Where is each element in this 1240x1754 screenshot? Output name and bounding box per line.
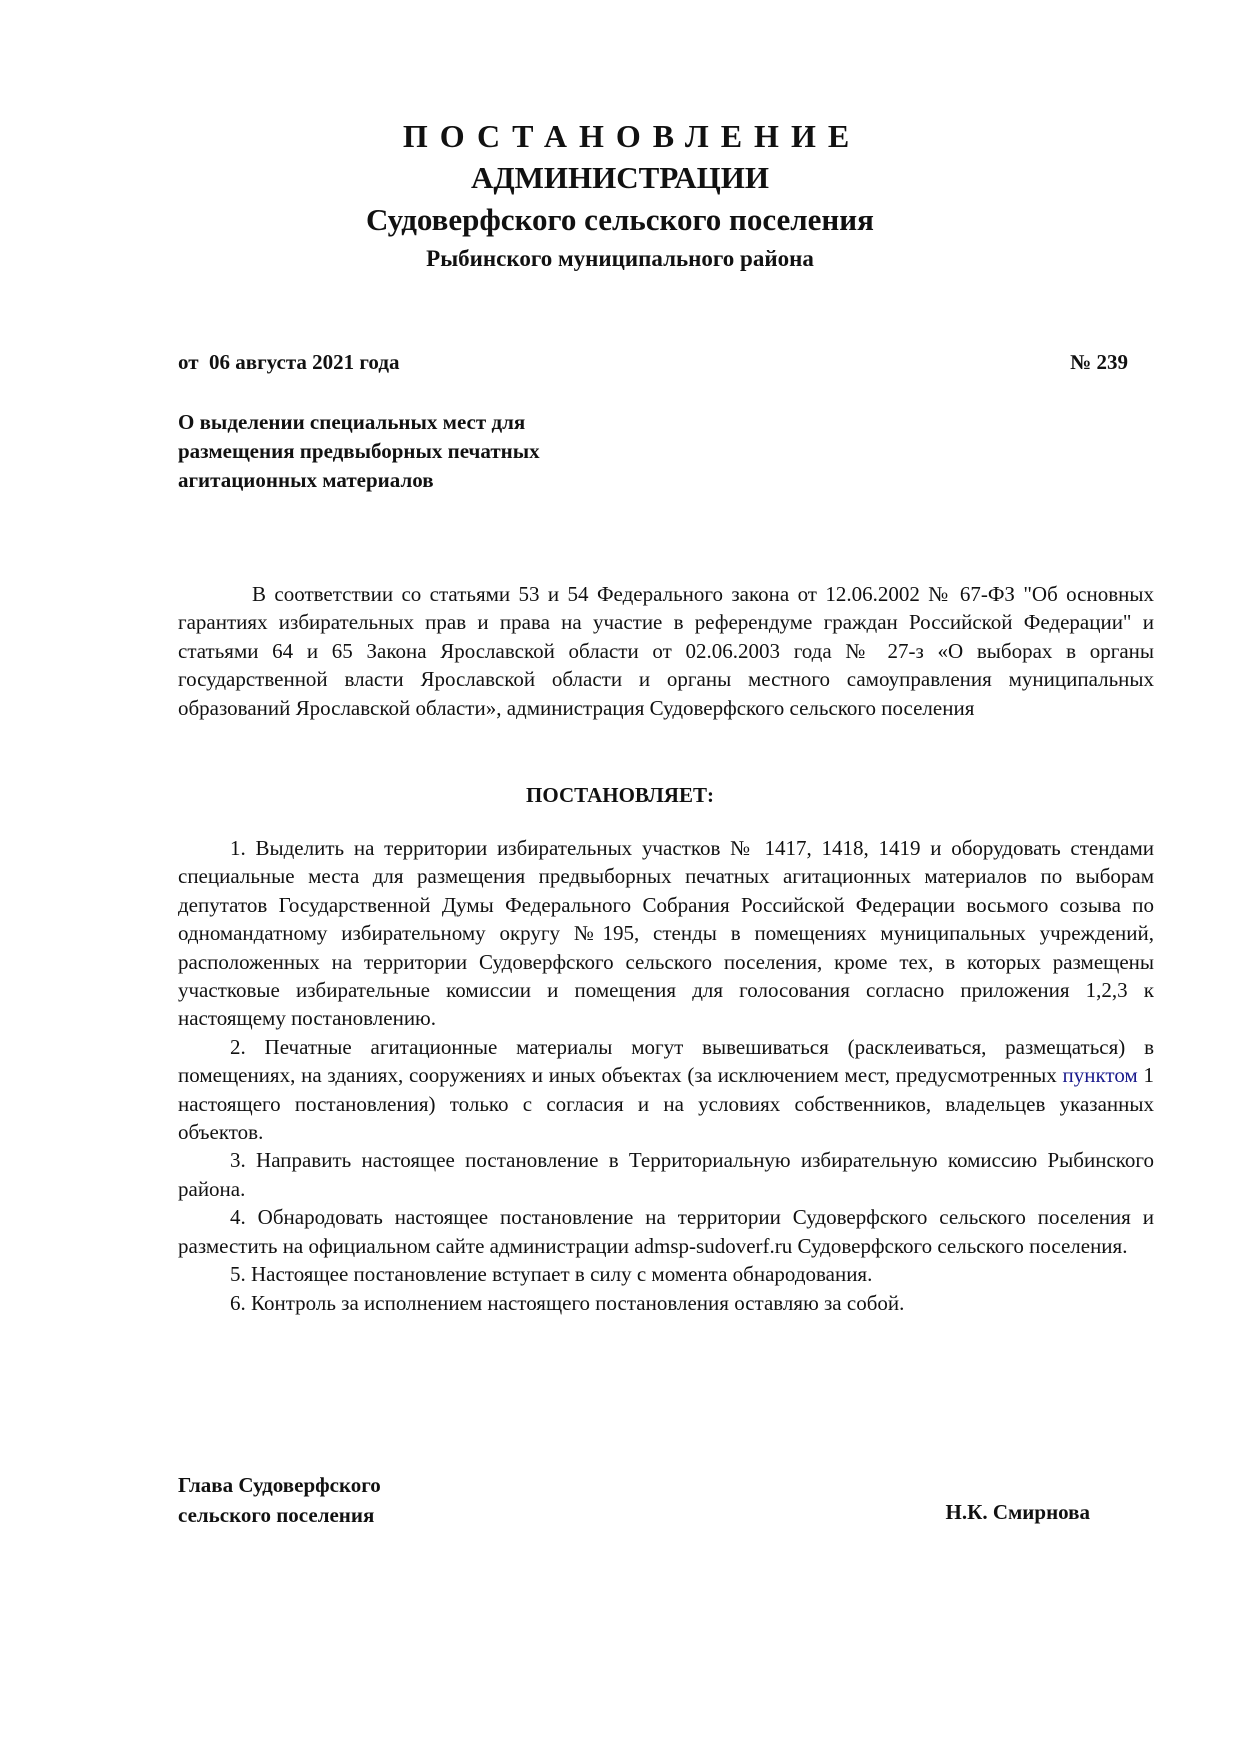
decree-item-2 (178, 1033, 1154, 1147)
decree-item-6: 6. Контроль за исполнением настоящего постановления оставляю за собой. (230, 1290, 905, 1315)
punkt-link[interactable]: пунктом (1062, 1063, 1138, 1088)
document-subject (178, 408, 658, 495)
document-number: № 239 (1070, 350, 1128, 374)
decree-item-3: 3. Направить настоящее постановление в Территориальную избирательную комиссию Рыбинского района. (178, 1148, 1154, 1201)
item-text: 2. Печатные агитационные материалы могут вывешиваться (расклеиваться, размещаться) в помещениях, на зданиях, сооружениях и иных объектах (за исключением мест, предусмотренных (178, 1034, 1154, 1088)
document-title: ПОСТАНОВЛЕНИЕ (402, 118, 862, 154)
position-line: Глава Судоверфского (178, 1473, 381, 1497)
decree-item-4: 4. Обнародовать настоящее постановление на территории Судоверфского сельского поселения и разместить на официальном сайте администрации admsp-sudoverf.ru Судоверфского сельского поселения. (178, 1205, 1154, 1258)
item-text: 1 настоящего постановления) только с согласия и на условиях собственников, владельцев указанных объектов. (178, 1063, 1154, 1145)
header-administration: АДМИНИСТРАЦИИ (470, 160, 770, 195)
decree-item-5: 5. Настоящее постановление вступает в силу с момента обнародования. (230, 1262, 873, 1287)
header-district: Рыбинского муниципального района (426, 246, 814, 271)
header-settlement: Судоверфского сельского поселения (366, 202, 874, 237)
subject-line: размещения предвыборных печатных (178, 439, 540, 463)
decree-items (178, 834, 1154, 1317)
decree-item-1: 1. Выделить на территории избирательных участков № 1417, 1418, 1419 и оборудовать стендами специальные места для размещения предвыборных печатных агитационных материалов по выборам депутатов Государственной Думы Федерального Собрания Российской Федерации восьмого созыва по одномандатному избирательному округу №195, стенды в помещениях муниципальных учреждений, расположенных на территории Судоверфского сельского поселения, кроме тех, в которых размещены участковые избирательные комиссии и помещения для голосования согласно приложения 1,2,3 к настоящему постановлению. (178, 836, 1154, 1031)
signatory-name: Н.К. Смирнова (945, 1500, 1090, 1524)
subject-line: О выделении специальных мест для (178, 410, 526, 434)
decree-heading: ПОСТАНОВЛЯЕТ: (526, 783, 714, 807)
document-date: от 06 августа 2021 года (178, 350, 400, 374)
subject-line: агитационных материалов (178, 468, 434, 492)
position-line: сельского поселения (178, 1503, 375, 1527)
signatory-position (178, 1470, 381, 1530)
preamble-paragraph: В соответствии со статьями 53 и 54 Федерального закона от 12.06.2002 № 67-ФЗ "Об основных гарантиях избирательных прав и права на участие в референдуме граждан Российской Федерации" и статьями 64 и 65 Закона Ярославской области от 02.06.2003 года № 27-з «О выборах в органы государственной власти Ярославской области и органы местного самоуправления муниципальных образований Ярославской области», администрация Судоверфского сельского поселения (178, 582, 1154, 720)
